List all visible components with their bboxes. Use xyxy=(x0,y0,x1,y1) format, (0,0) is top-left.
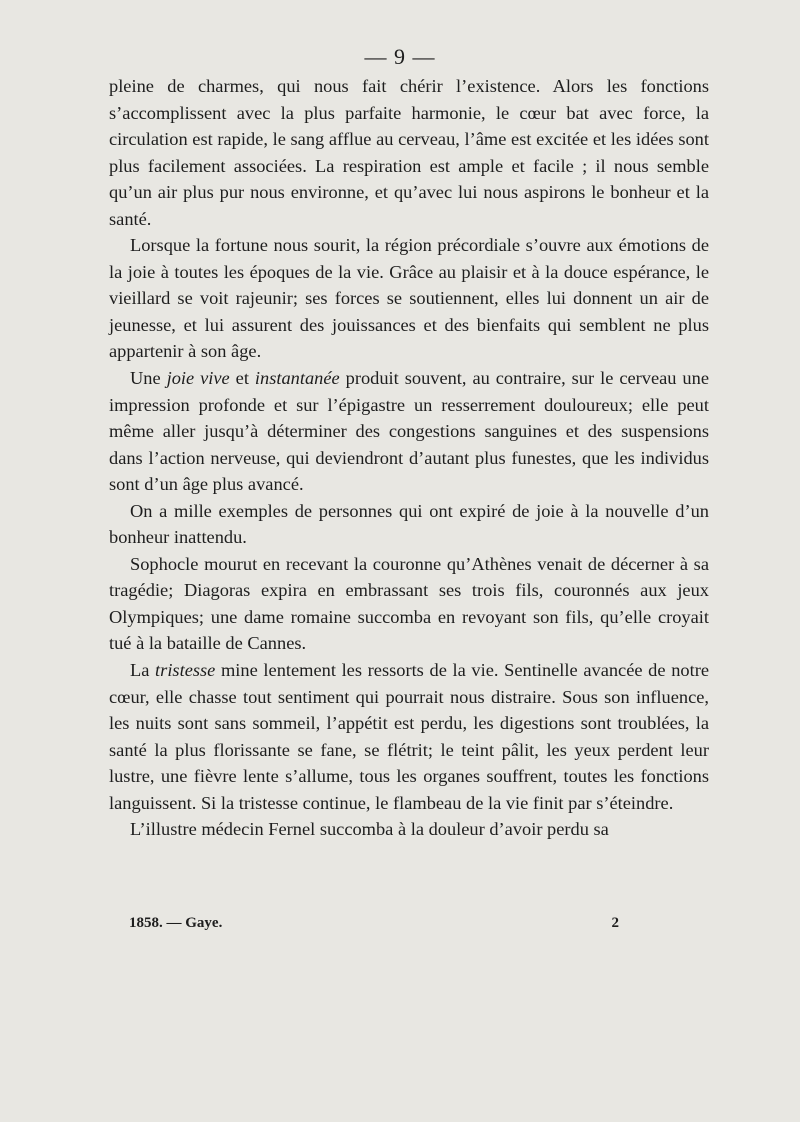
emphasis-instantanee: instantanée xyxy=(254,368,340,389)
text-run: produit souvent, au contraire, sur le cerveau une impression profonde et sur l’épigastre un resserrement douloureux; elle peut même aller jusqu’à déterminer des congestions sanguines et des suspensions dans l’action nerveuse, qui deviendront d’autant plus funestes, que les individus sont d’un âge plus avancé. xyxy=(109,368,709,495)
paragraph-exemples: On a mille exemples de personnes qui ont expiré de joie à la nouvelle d’un bonheur inattendu. xyxy=(109,500,709,548)
emphasis-tristesse: tristesse xyxy=(155,660,216,681)
paragraph-joie-vive xyxy=(109,365,709,498)
text-run: et xyxy=(229,368,255,389)
paragraph-fernel: L’illustre médecin Fernel succomba à la douleur d’avoir perdu sa xyxy=(130,819,609,840)
printer-signature: 1858. — Gaye. xyxy=(129,915,223,931)
text-run: Une xyxy=(130,368,167,389)
paragraph-fortune: Lorsque la fortune nous sourit, la région précordiale s’ouvre aux émotions de la joie à toutes les époques de la vie. Grâce au plaisir et à la douce espérance, le vieillard se voit rajeunir; ses forces se soutiennent, elles lui donnent un air de jeunesse, et lui assurent des jouissances et des bienfaits qui semblent ne plus appartenir à son âge. xyxy=(109,235,709,362)
paragraph-continuation: pleine de charmes, qui nous fait chérir l’existence. Alors les fonctions s’accomplissent avec la plus parfaite harmonie, le cœur bat avec force, la circulation est rapide, le sang afflue au cerveau, l’âme est excitée et les idées sont plus facilement associées. La respiration est ample et facile ; il nous semble qu’un air plus pur nous environne, et qu’avec lui nous aspirons le bonheur et la santé. xyxy=(109,76,709,229)
page-number: — 9 — xyxy=(364,44,436,69)
sheet-number: 2 xyxy=(611,915,619,931)
emphasis-joie-vive: joie vive xyxy=(166,368,230,389)
paragraph-tristesse xyxy=(109,657,709,816)
text-run: La xyxy=(130,660,156,681)
paragraph-sophocle: Sophocle mourut en recevant la couronne qu’Athènes venait de décerner à sa tragédie; Diagoras expira en embrassant ses trois fils, couronnés aux jeux Olympiques; une dame romaine succomba en revoyant son fils, qu’elle croyait tué à la bataille de Cannes. xyxy=(109,553,709,654)
body-text xyxy=(109,73,709,843)
text-run: mine lentement les ressorts de la vie. Sentinelle avancée de notre cœur, elle chasse tout sentiment qui pourrait nous distraire. Sous son influence, les nuits sont sans sommeil, l’appétit est perdu, les digestions sont troublées, la santé la plus florissante se fane, se flétrit; le teint pâlit, les yeux perdent leur lustre, une fièvre lente s’allume, tous les organes souffrent, toutes les fonctions languissent. Si la tristesse continue, le flambeau de la vie finit par s’éteindre. xyxy=(109,660,709,813)
